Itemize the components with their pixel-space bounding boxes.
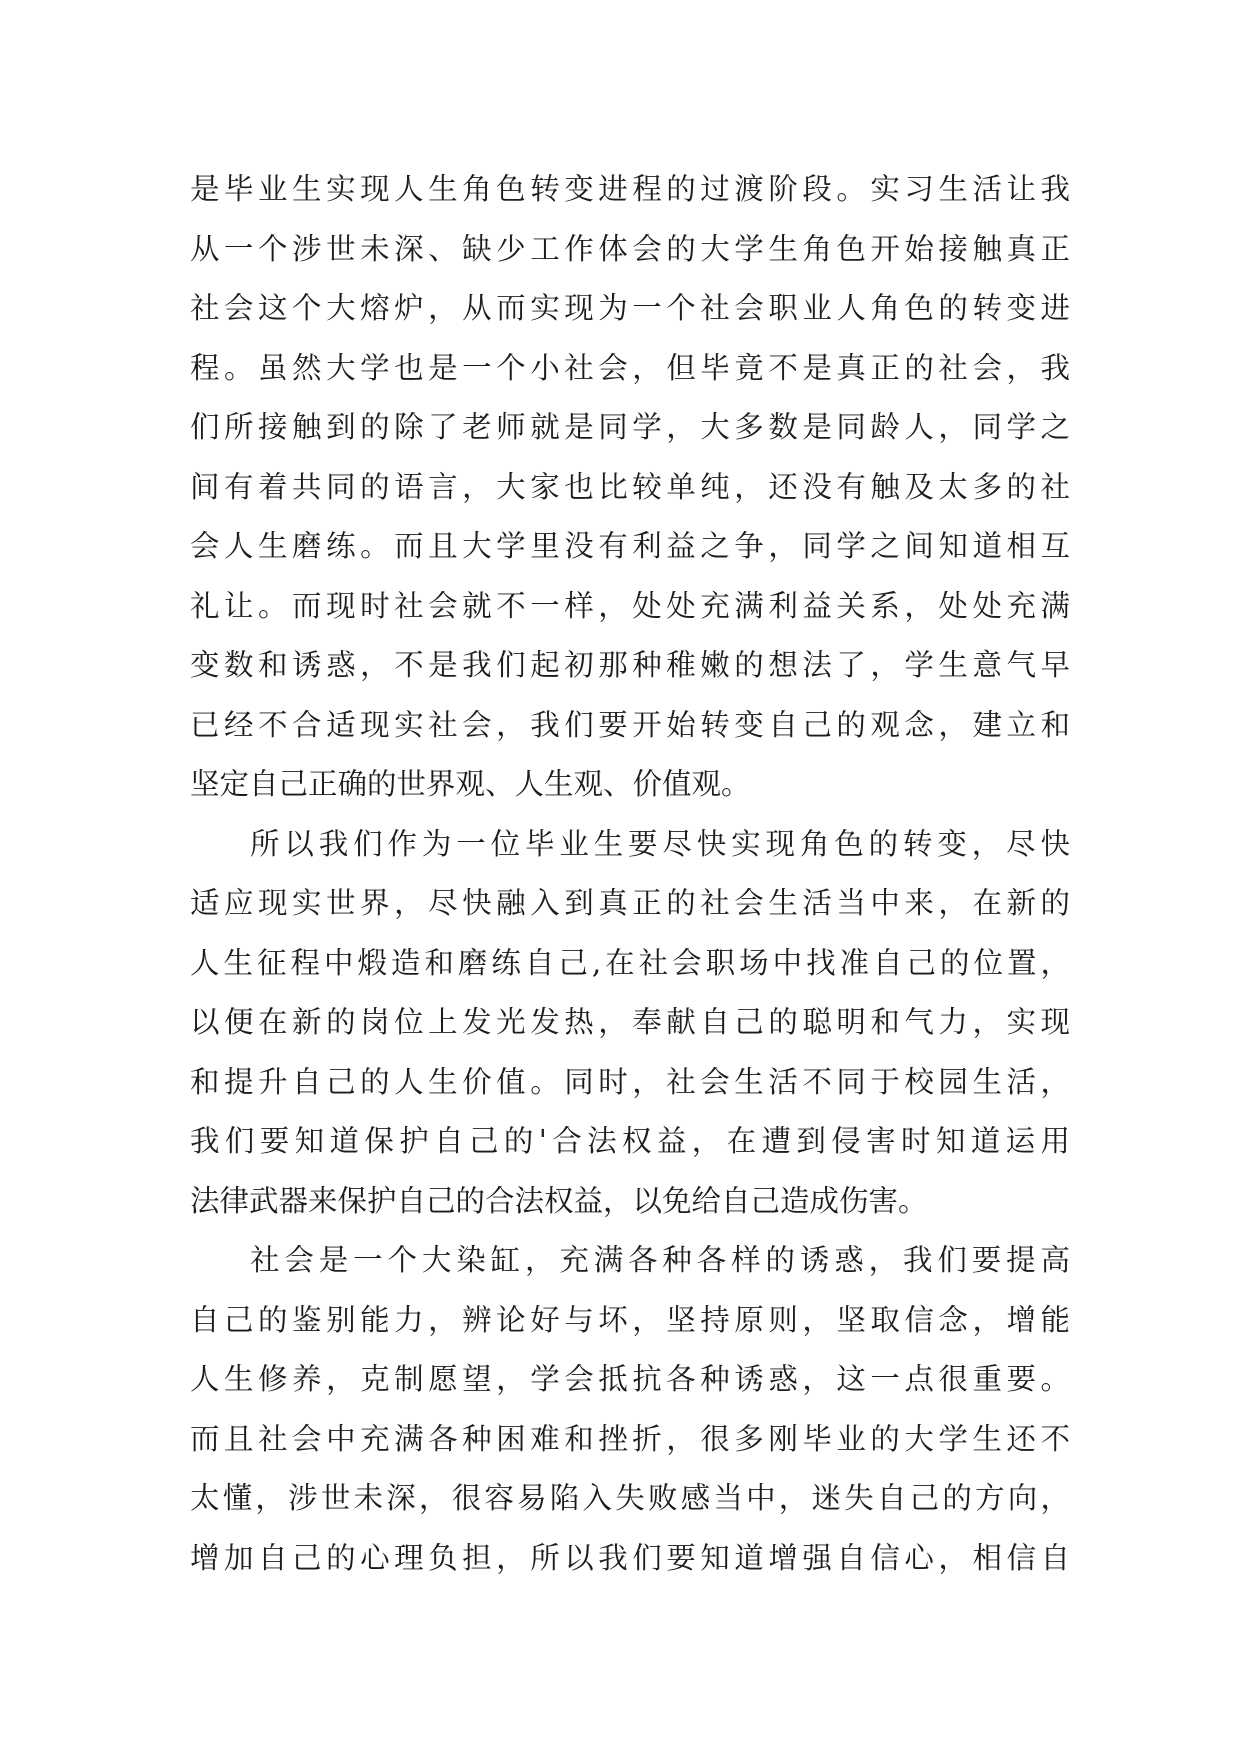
text-line: 以便在新的岗位上发光发热，奉献自己的聪明和气力，实现 [190, 1005, 1070, 1039]
text-line: 人生修养，克制愿望，学会抵抗各种诱惑，这一点很重要。 [190, 1362, 1070, 1396]
text-line: 法律武器来保护自己的合法权益，以免给自己造成伤害。 [190, 1183, 928, 1218]
text-line: 已经不合适现实社会，我们要开始转变自己的观念，建立和 [190, 707, 1070, 742]
paragraph-first-line: 所以我们作为一位毕业生要尽快实现角色的转变，尽快 [250, 826, 1070, 861]
text-line: 礼让。而现时社会就不一样，处处充满利益关系，处处充满 [190, 588, 1070, 623]
text-line: 我们要知道保护自己的'合法权益，在遭到侵害时知道运用 [190, 1124, 1070, 1158]
text-line: 是毕业生实现人生角色转变进程的过渡阶段。实习生活让我 [190, 172, 1070, 206]
text-line: 程。虽然大学也是一个小社会，但毕竟不是真正的社会，我 [190, 350, 1070, 385]
text-line: 而且社会中充满各种困难和挫折，很多刚毕业的大学生还不 [190, 1421, 1070, 1456]
text-line: 适应现实世界，尽快融入到真正的社会生活当中来，在新的 [190, 886, 1070, 920]
text-line: 坚定自己正确的世界观、人生观、价值观。 [190, 767, 751, 801]
text-line: 从一个涉世未深、缺少工作体会的大学生角色开始接触真正 [190, 231, 1070, 266]
body-text [190, 160, 1070, 1588]
text-line: 人生征程中煅造和磨练自己,在社会职场中找准自己的位置， [190, 945, 1070, 980]
text-line: 变数和诱惑，不是我们起初那种稚嫩的想法了，学生意气早 [190, 648, 1070, 682]
text-line: 们所接触到的除了老师就是同学，大多数是同龄人，同学之 [190, 410, 1070, 444]
text-line: 和提升自己的人生价值。同时，社会生活不同于校园生活， [190, 1064, 1070, 1099]
text-line: 会人生磨练。而且大学里没有利益之争，同学之间知道相互 [190, 529, 1070, 563]
text-line: 自己的鉴别能力，辨论好与坏，坚持原则，坚取信念，增能 [190, 1302, 1070, 1337]
text-line: 社会这个大熔炉，从而实现为一个社会职业人角色的转变进 [190, 291, 1070, 325]
text-line: 间有着共同的语言，大家也比较单纯，还没有触及太多的社 [190, 469, 1070, 504]
paragraph-first-line: 社会是一个大染缸，充满各种各样的诱惑，我们要提高 [250, 1243, 1070, 1277]
text-line: 太懂，涉世未深，很容易陷入失败感当中，迷失自己的方向， [190, 1481, 1070, 1515]
text-line: 增加自己的心理负担，所以我们要知道增强自信心，相信自 [190, 1540, 1070, 1575]
